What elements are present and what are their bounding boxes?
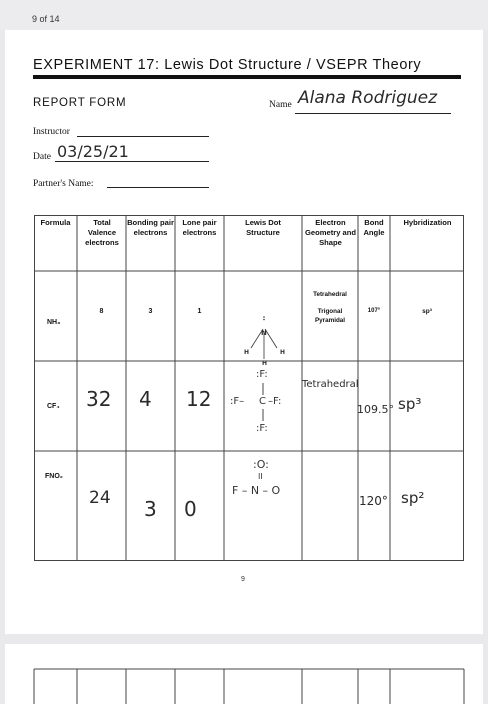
row-cf4-bonding: 4: [139, 387, 152, 411]
row-nh3-angle: 107°: [367, 308, 381, 314]
row-nh3-valence: 8: [99, 308, 104, 315]
row-fno2-valence: 24: [89, 488, 111, 508]
row-fno2-bonding: 3: [144, 497, 157, 521]
row-cf4-geometry: Tetrahedral: [302, 379, 359, 390]
instructor-label: Instructor: [33, 127, 70, 137]
row-cf4-hybrid: sp³: [398, 395, 422, 413]
date-underline: [55, 161, 209, 162]
nh3-n-atom: N: [261, 329, 267, 337]
name-value: Alana Rodriguez: [298, 88, 438, 108]
page-number: 9: [241, 576, 245, 583]
name-label: Name: [269, 100, 292, 110]
page-indicator: 9 of 14: [32, 14, 60, 24]
row-nh3-lone: 1: [197, 308, 202, 315]
page-title: EXPERIMENT 17: Lewis Dot Structure / VSEPR Theory: [33, 57, 422, 73]
row-nh3-geometry-3: Pyramidal: [314, 317, 346, 324]
row-fno2-formula: FNO₂: [45, 473, 63, 480]
title-divider: [33, 75, 461, 79]
instructor-underline: [77, 136, 209, 137]
partner-underline: [107, 187, 209, 188]
header-lone-pairs: Lone pair electrons: [182, 218, 217, 237]
nh3-lewis-structure: [224, 271, 302, 361]
document-page: [5, 30, 483, 634]
next-page: [5, 644, 483, 704]
viewer-toolbar: [0, 0, 488, 30]
nh3-h-right: H: [280, 349, 286, 356]
header-hybridization: Hybridization: [403, 218, 452, 227]
row-nh3-bonding: 3: [148, 308, 153, 315]
row-cf4-lone: 12: [186, 387, 212, 411]
next-page-table-grid: [5, 644, 483, 704]
nh3-h-bottom: H: [262, 360, 268, 367]
nh3-h-left: H: [244, 349, 250, 356]
lewis-vsepr-table: [34, 215, 464, 561]
row-nh3-geometry-1: Tetrahedral: [313, 291, 347, 298]
header-bonding-pairs: Bonding pair electrons: [127, 218, 174, 237]
date-label: Date: [33, 152, 51, 162]
fno2-chain: F – N – O: [232, 484, 281, 497]
cf4-c-atom: C: [259, 396, 266, 407]
cf4-f-bottom: :F:: [256, 423, 268, 434]
date-value: 03/25/21: [57, 142, 129, 161]
header-bond-angle: Bond Angle: [363, 218, 385, 237]
name-underline: [295, 113, 451, 114]
partner-label: Partner's Name:: [33, 179, 94, 189]
row-fno2-lone: 0: [184, 497, 197, 521]
row-cf4-formula: CF₄: [47, 403, 60, 410]
report-form-heading: REPORT FORM: [33, 97, 127, 109]
row-nh3-formula: NH₃: [47, 319, 61, 326]
row-nh3-hybrid: sp³: [422, 308, 432, 315]
header-formula: Formula: [40, 218, 71, 227]
cf4-f-left: :F–: [230, 396, 245, 407]
row-cf4-angle: 109.5°: [357, 403, 394, 416]
header-lewis-structure: Lewis Dot Structure: [245, 218, 281, 237]
row-fno2-hybrid: sp²: [401, 489, 425, 507]
header-total-valence: Total Valence electrons: [85, 218, 119, 247]
cf4-f-right: –F:: [268, 396, 282, 407]
row-fno2-angle: 120°: [359, 494, 388, 508]
header-electron-geometry: Electron Geometry and Shape: [304, 218, 357, 247]
cf4-f-top: :F:: [256, 369, 268, 380]
row-nh3-geometry-2: Trigonal: [317, 308, 343, 315]
fno2-o-top: :O:: [253, 458, 269, 471]
row-cf4-valence: 32: [86, 387, 112, 411]
fno2-double-bond: II: [258, 472, 263, 481]
